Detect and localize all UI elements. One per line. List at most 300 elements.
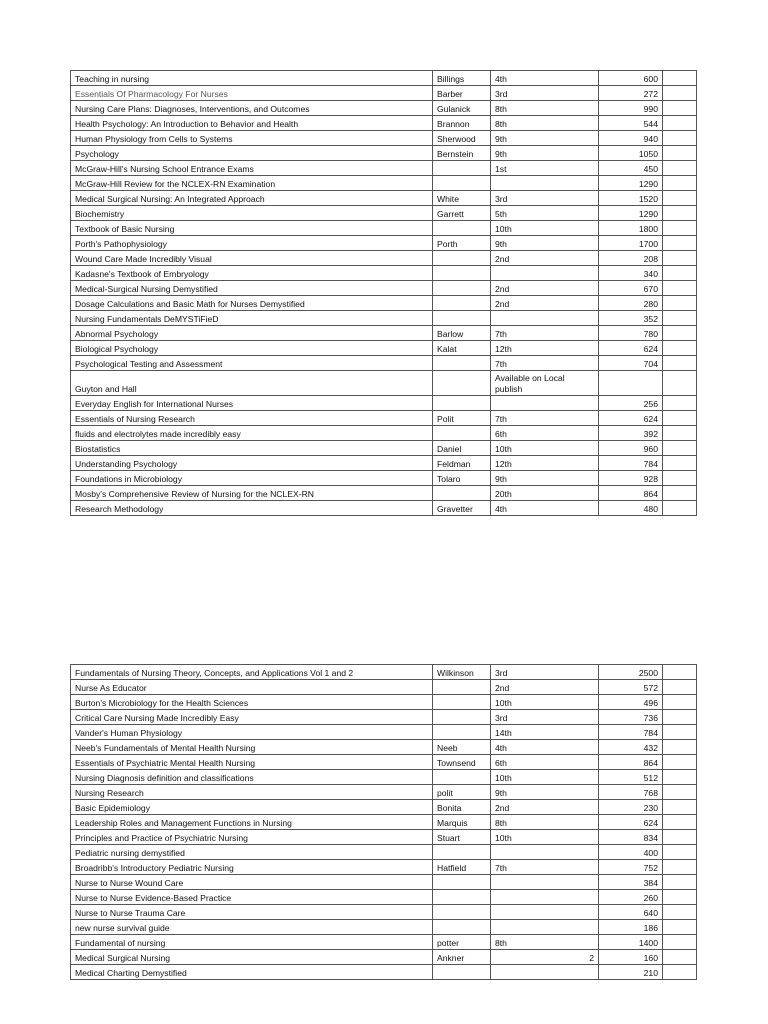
- book-edition-cell: [491, 920, 599, 935]
- book-author-cell: Bernstein: [433, 146, 491, 161]
- table-row: [71, 905, 697, 920]
- table-row: [71, 236, 697, 251]
- table-row: [71, 501, 697, 516]
- table-row: [71, 396, 697, 411]
- book-author-cell: [433, 221, 491, 236]
- blank-cell: [663, 845, 697, 860]
- book-edition-cell: 14th: [491, 725, 599, 740]
- blank-cell: [663, 725, 697, 740]
- book-author-cell: Wilkinson: [433, 665, 491, 680]
- book-pages-cell: 940: [599, 131, 663, 146]
- book-author-cell: [433, 266, 491, 281]
- book-author-cell: Bonita: [433, 800, 491, 815]
- book-author-cell: Daniel: [433, 441, 491, 456]
- book-title-cell: Nursing Diagnosis definition and classifications: [71, 770, 433, 785]
- book-pages-cell: 280: [599, 296, 663, 311]
- book-pages-cell: 208: [599, 251, 663, 266]
- blank-cell: [663, 266, 697, 281]
- blank-cell: [663, 935, 697, 950]
- book-pages-cell: 186: [599, 920, 663, 935]
- book-edition-cell: 1st: [491, 161, 599, 176]
- book-pages-cell: 340: [599, 266, 663, 281]
- book-edition-cell: 3rd: [491, 86, 599, 101]
- blank-cell: [663, 501, 697, 516]
- book-edition-cell: 7th: [491, 411, 599, 426]
- book-title-cell: Research Methodology: [71, 501, 433, 516]
- book-author-cell: Gulanick: [433, 101, 491, 116]
- book-title-cell: Teaching in nursing: [71, 71, 433, 86]
- book-title-cell: Medical Surgical Nursing: [71, 950, 433, 965]
- book-author-cell: [433, 311, 491, 326]
- table-row: [71, 845, 697, 860]
- book-edition-cell: [491, 311, 599, 326]
- book-author-cell: [433, 890, 491, 905]
- book-author-cell: Garrett: [433, 206, 491, 221]
- book-edition-cell: [491, 890, 599, 905]
- blank-cell: [663, 131, 697, 146]
- book-pages-cell: 1800: [599, 221, 663, 236]
- table-row: [71, 830, 697, 845]
- blank-cell: [663, 875, 697, 890]
- book-author-cell: Barber: [433, 86, 491, 101]
- book-title-cell: Wound Care Made Incredibly Visual: [71, 251, 433, 266]
- book-author-cell: [433, 251, 491, 266]
- book-pages-cell: 624: [599, 815, 663, 830]
- book-title-cell: Psychology: [71, 146, 433, 161]
- book-pages-cell: 480: [599, 501, 663, 516]
- table-row: [71, 456, 697, 471]
- book-edition-cell: 3rd: [491, 191, 599, 206]
- table-row: [71, 665, 697, 680]
- book-pages-cell: 256: [599, 396, 663, 411]
- book-author-cell: Kalat: [433, 341, 491, 356]
- book-author-cell: [433, 396, 491, 411]
- table-row: [71, 486, 697, 501]
- book-author-cell: White: [433, 191, 491, 206]
- book-author-cell: [433, 161, 491, 176]
- table-row: [71, 116, 697, 131]
- book-pages-cell: 2500: [599, 665, 663, 680]
- table-row: [71, 426, 697, 441]
- table-row: [71, 950, 697, 965]
- table-row: [71, 680, 697, 695]
- book-table-1-body: [71, 71, 697, 516]
- book-title-cell: Leadership Roles and Management Functions in Nursing: [71, 815, 433, 830]
- table-row: [71, 161, 697, 176]
- book-edition-cell: 7th: [491, 860, 599, 875]
- book-author-cell: [433, 710, 491, 725]
- book-edition-cell: 10th: [491, 770, 599, 785]
- book-author-cell: [433, 695, 491, 710]
- book-title-cell: Principles and Practice of Psychiatric Nursing: [71, 830, 433, 845]
- book-author-cell: [433, 426, 491, 441]
- book-edition-cell: 8th: [491, 815, 599, 830]
- table-row: [71, 740, 697, 755]
- book-edition-cell: [491, 845, 599, 860]
- table-row: [71, 326, 697, 341]
- table-row: [71, 770, 697, 785]
- book-title-cell: Medical-Surgical Nursing Demystified: [71, 281, 433, 296]
- book-author-cell: [433, 965, 491, 980]
- book-edition-cell: 2nd: [491, 800, 599, 815]
- book-author-cell: Polit: [433, 411, 491, 426]
- table-row: [71, 815, 697, 830]
- blank-cell: [663, 371, 697, 396]
- table-row: [71, 441, 697, 456]
- book-edition-cell: [491, 950, 599, 965]
- book-title-cell: Biological Psychology: [71, 341, 433, 356]
- book-title-cell: Understanding Psychology: [71, 456, 433, 471]
- book-table-2: [70, 664, 697, 980]
- book-author-cell: Tolaro: [433, 471, 491, 486]
- book-pages-cell: 352: [599, 311, 663, 326]
- book-title-cell: Kadasne's Textbook of Embryology: [71, 266, 433, 281]
- book-title-cell: Foundations in Microbiology: [71, 471, 433, 486]
- blank-cell: [663, 890, 697, 905]
- book-title-cell: Nurse to Nurse Wound Care: [71, 875, 433, 890]
- table-row: [71, 371, 697, 396]
- blank-cell: [663, 456, 697, 471]
- book-pages-cell: 784: [599, 456, 663, 471]
- blank-cell: [663, 311, 697, 326]
- book-title-cell: Essentials Of Pharmacology For Nurses: [71, 86, 433, 101]
- book-author-cell: Marquis: [433, 815, 491, 830]
- book-author-cell: Feldman: [433, 456, 491, 471]
- book-title-cell: Fundamental of nursing: [71, 935, 433, 950]
- book-edition-cell: 4th: [491, 501, 599, 516]
- blank-cell: [663, 920, 697, 935]
- book-edition-cell: 3rd: [491, 710, 599, 725]
- book-title-cell: Nurse As Educator: [71, 680, 433, 695]
- book-edition-cell: 8th: [491, 935, 599, 950]
- blank-cell: [663, 146, 697, 161]
- book-pages-cell: 990: [599, 101, 663, 116]
- book-title-cell: Pediatric nursing demystified: [71, 845, 433, 860]
- book-pages-cell: 640: [599, 905, 663, 920]
- blank-cell: [663, 471, 697, 486]
- table-row: [71, 221, 697, 236]
- blank-cell: [663, 680, 697, 695]
- book-pages-cell: 1290: [599, 176, 663, 191]
- book-title-cell: Dosage Calculations and Basic Math for Nurses Demystified: [71, 296, 433, 311]
- blank-cell: [663, 441, 697, 456]
- book-title-cell: Critical Care Nursing Made Incredibly Easy: [71, 710, 433, 725]
- book-title-cell: Basic Epidemiology: [71, 800, 433, 815]
- book-extra-value: 2: [589, 953, 594, 963]
- book-pages-cell: 834: [599, 830, 663, 845]
- book-author-cell: [433, 296, 491, 311]
- book-edition-cell: 10th: [491, 221, 599, 236]
- book-pages-cell: 600: [599, 71, 663, 86]
- book-table-1: [70, 70, 697, 516]
- book-pages-cell: 1290: [599, 206, 663, 221]
- book-author-cell: [433, 845, 491, 860]
- blank-cell: [663, 486, 697, 501]
- blank-cell: [663, 830, 697, 845]
- blank-cell: [663, 785, 697, 800]
- book-pages-cell: 210: [599, 965, 663, 980]
- blank-cell: [663, 86, 697, 101]
- book-title-cell: Health Psychology: An Introduction to Behavior and Health: [71, 116, 433, 131]
- book-title-cell: McGraw-Hill Review for the NCLEX-RN Examination: [71, 176, 433, 191]
- blank-cell: [663, 326, 697, 341]
- book-author-cell: Ankner: [433, 950, 491, 965]
- book-title-cell: Nursing Fundamentals DeMYSTiFieD: [71, 311, 433, 326]
- book-title-cell: fluids and electrolytes made incredibly easy: [71, 426, 433, 441]
- table-row: [71, 86, 697, 101]
- book-edition-cell: 9th: [491, 131, 599, 146]
- book-pages-cell: 928: [599, 471, 663, 486]
- book-title-cell: Nurse to Nurse Trauma Care: [71, 905, 433, 920]
- book-edition-cell: [491, 905, 599, 920]
- book-edition-cell: 10th: [491, 441, 599, 456]
- book-author-cell: Sherwood: [433, 131, 491, 146]
- book-edition-cell: 9th: [491, 146, 599, 161]
- book-pages-cell: 392: [599, 426, 663, 441]
- blank-cell: [663, 221, 697, 236]
- book-pages-cell: [599, 371, 663, 396]
- blank-cell: [663, 396, 697, 411]
- book-edition-cell: [491, 266, 599, 281]
- table-row: [71, 296, 697, 311]
- book-author-cell: polit: [433, 785, 491, 800]
- book-pages-cell: 230: [599, 800, 663, 815]
- blank-cell: [663, 71, 697, 86]
- book-edition-cell: 7th: [491, 326, 599, 341]
- book-edition-cell: 2nd: [491, 680, 599, 695]
- book-author-cell: [433, 920, 491, 935]
- book-edition-cell: [491, 965, 599, 980]
- table-row: [71, 356, 697, 371]
- blank-cell: [663, 191, 697, 206]
- book-pages-cell: 780: [599, 326, 663, 341]
- book-author-cell: [433, 680, 491, 695]
- table-row: [71, 411, 697, 426]
- book-title-cell: Psychological Testing and Assessment: [71, 356, 433, 371]
- book-author-cell: [433, 725, 491, 740]
- book-edition-cell: 2nd: [491, 251, 599, 266]
- book-pages-cell: 384: [599, 875, 663, 890]
- table-row: [71, 725, 697, 740]
- book-edition-cell: 10th: [491, 830, 599, 845]
- book-pages-cell: 768: [599, 785, 663, 800]
- book-edition-cell: 6th: [491, 755, 599, 770]
- book-author-cell: [433, 356, 491, 371]
- book-edition-cell: 5th: [491, 206, 599, 221]
- book-edition-cell: 7th: [491, 356, 599, 371]
- book-edition-cell: [491, 875, 599, 890]
- book-pages-cell: 736: [599, 710, 663, 725]
- book-edition-cell: 4th: [491, 740, 599, 755]
- book-title-cell: Guyton and Hall: [71, 371, 433, 396]
- book-title-cell: Abnormal Psychology: [71, 326, 433, 341]
- book-title-cell: Textbook of Basic Nursing: [71, 221, 433, 236]
- blank-cell: [663, 665, 697, 680]
- blank-cell: [663, 356, 697, 371]
- book-title-cell: Nurse to Nurse Evidence-Based Practice: [71, 890, 433, 905]
- book-title-cell: Human Physiology from Cells to Systems: [71, 131, 433, 146]
- book-pages-cell: 960: [599, 441, 663, 456]
- blank-cell: [663, 860, 697, 875]
- book-edition-cell: 9th: [491, 236, 599, 251]
- book-pages-cell: 544: [599, 116, 663, 131]
- blank-cell: [663, 116, 697, 131]
- blank-cell: [663, 800, 697, 815]
- table-row: [71, 755, 697, 770]
- book-pages-cell: 624: [599, 341, 663, 356]
- book-edition-cell: 8th: [491, 116, 599, 131]
- book-edition-cell: 9th: [491, 471, 599, 486]
- blank-cell: [663, 101, 697, 116]
- table-row: [71, 191, 697, 206]
- table-row: [71, 710, 697, 725]
- book-pages-cell: 670: [599, 281, 663, 296]
- book-author-cell: [433, 905, 491, 920]
- book-author-cell: Barlow: [433, 326, 491, 341]
- book-author-cell: [433, 770, 491, 785]
- book-pages-cell: 512: [599, 770, 663, 785]
- book-pages-cell: 272: [599, 86, 663, 101]
- book-pages-cell: 496: [599, 695, 663, 710]
- table-row: [71, 890, 697, 905]
- book-pages-cell: 260: [599, 890, 663, 905]
- table-row: [71, 146, 697, 161]
- table-row: [71, 101, 697, 116]
- blank-cell: [663, 710, 697, 725]
- table-row: [71, 965, 697, 980]
- book-title-cell: Vander's Human Physiology: [71, 725, 433, 740]
- table-row: [71, 176, 697, 191]
- blank-cell: [663, 965, 697, 980]
- table-row: [71, 800, 697, 815]
- book-title-cell: McGraw-Hill's Nursing School Entrance Exams: [71, 161, 433, 176]
- book-title-cell: new nurse survival guide: [71, 920, 433, 935]
- book-edition-cell: 8th: [491, 101, 599, 116]
- blank-cell: [663, 176, 697, 191]
- book-table-2-body: [71, 665, 697, 980]
- blank-cell: [663, 251, 697, 266]
- book-title-cell: Mosby's Comprehensive Review of Nursing for the NCLEX-RN: [71, 486, 433, 501]
- book-author-cell: [433, 176, 491, 191]
- book-title-cell: Essentials of Nursing Research: [71, 411, 433, 426]
- table-row: [71, 785, 697, 800]
- blank-cell: [663, 755, 697, 770]
- blank-cell: [663, 206, 697, 221]
- blank-cell: [663, 236, 697, 251]
- book-author-cell: Brannon: [433, 116, 491, 131]
- book-pages-cell: 784: [599, 725, 663, 740]
- book-author-cell: [433, 486, 491, 501]
- book-title-cell: Neeb's Fundamentals of Mental Health Nursing: [71, 740, 433, 755]
- blank-cell: [663, 695, 697, 710]
- book-edition-cell: 2nd: [491, 296, 599, 311]
- book-pages-cell: 1400: [599, 935, 663, 950]
- blank-cell: [663, 341, 697, 356]
- book-title-cell: Nursing Research: [71, 785, 433, 800]
- book-title-cell: Nursing Care Plans: Diagnoses, Interventions, and Outcomes: [71, 101, 433, 116]
- book-edition-cell: 12th: [491, 341, 599, 356]
- book-title-cell: Medical Charting Demystified: [71, 965, 433, 980]
- book-edition-cell: 9th: [491, 785, 599, 800]
- book-edition-cell: 10th: [491, 695, 599, 710]
- table-row: [71, 281, 697, 296]
- blank-cell: [663, 950, 697, 965]
- blank-cell: [663, 740, 697, 755]
- blank-cell: [663, 815, 697, 830]
- book-author-cell: Neeb: [433, 740, 491, 755]
- book-author-cell: Townsend: [433, 755, 491, 770]
- book-author-cell: potter: [433, 935, 491, 950]
- book-author-cell: Gravetter: [433, 501, 491, 516]
- book-edition-cell: 2nd: [491, 281, 599, 296]
- book-author-cell: Stuart: [433, 830, 491, 845]
- blank-cell: [663, 426, 697, 441]
- table-row: [71, 131, 697, 146]
- blank-cell: [663, 905, 697, 920]
- blank-cell: [663, 161, 697, 176]
- book-pages-cell: 864: [599, 486, 663, 501]
- blank-cell: [663, 770, 697, 785]
- book-title-cell: Essentials of Psychiatric Mental Health Nursing: [71, 755, 433, 770]
- book-pages-cell: 1050: [599, 146, 663, 161]
- book-edition-cell: Available on Local publish: [491, 371, 599, 396]
- book-pages-cell: 752: [599, 860, 663, 875]
- book-author-cell: Porth: [433, 236, 491, 251]
- book-pages-cell: 450: [599, 161, 663, 176]
- table-row: [71, 471, 697, 486]
- book-edition-cell: 4th: [491, 71, 599, 86]
- book-title-cell: Biochemistry: [71, 206, 433, 221]
- blank-cell: [663, 296, 697, 311]
- book-author-cell: [433, 875, 491, 890]
- book-title-cell: Fundamentals of Nursing Theory, Concepts, and Applications Vol 1 and 2: [71, 665, 433, 680]
- book-author-cell: Billings: [433, 71, 491, 86]
- book-pages-cell: 1520: [599, 191, 663, 206]
- table-row: [71, 920, 697, 935]
- blank-cell: [663, 411, 697, 426]
- book-pages-cell: 624: [599, 411, 663, 426]
- book-edition-cell: 12th: [491, 456, 599, 471]
- table-row: [71, 341, 697, 356]
- table-row: [71, 860, 697, 875]
- book-author-cell: Hatfield: [433, 860, 491, 875]
- book-edition-cell: 6th: [491, 426, 599, 441]
- book-title-cell: Medical Surgical Nursing: An Integrated Approach: [71, 191, 433, 206]
- table-row: [71, 695, 697, 710]
- book-edition-cell: 20th: [491, 486, 599, 501]
- book-pages-cell: 1700: [599, 236, 663, 251]
- book-title-cell: Burton's Microbiology for the Health Sciences: [71, 695, 433, 710]
- book-pages-cell: 864: [599, 755, 663, 770]
- table-row: [71, 206, 697, 221]
- table-row: [71, 71, 697, 86]
- book-author-cell: [433, 281, 491, 296]
- blank-cell: [663, 281, 697, 296]
- book-pages-cell: 432: [599, 740, 663, 755]
- book-author-cell: [433, 371, 491, 396]
- book-title-cell: Broadribb's Introductory Pediatric Nursing: [71, 860, 433, 875]
- book-title-cell: Everyday English for International Nurses: [71, 396, 433, 411]
- book-pages-cell: 160: [599, 950, 663, 965]
- book-edition-cell: [491, 176, 599, 191]
- book-pages-cell: 400: [599, 845, 663, 860]
- book-edition-cell: [491, 396, 599, 411]
- table-row: [71, 875, 697, 890]
- book-title-cell: Porth's Pathophysiology: [71, 236, 433, 251]
- book-edition-cell: 3rd: [491, 665, 599, 680]
- book-title-cell: Biostatistics: [71, 441, 433, 456]
- table-row: [71, 935, 697, 950]
